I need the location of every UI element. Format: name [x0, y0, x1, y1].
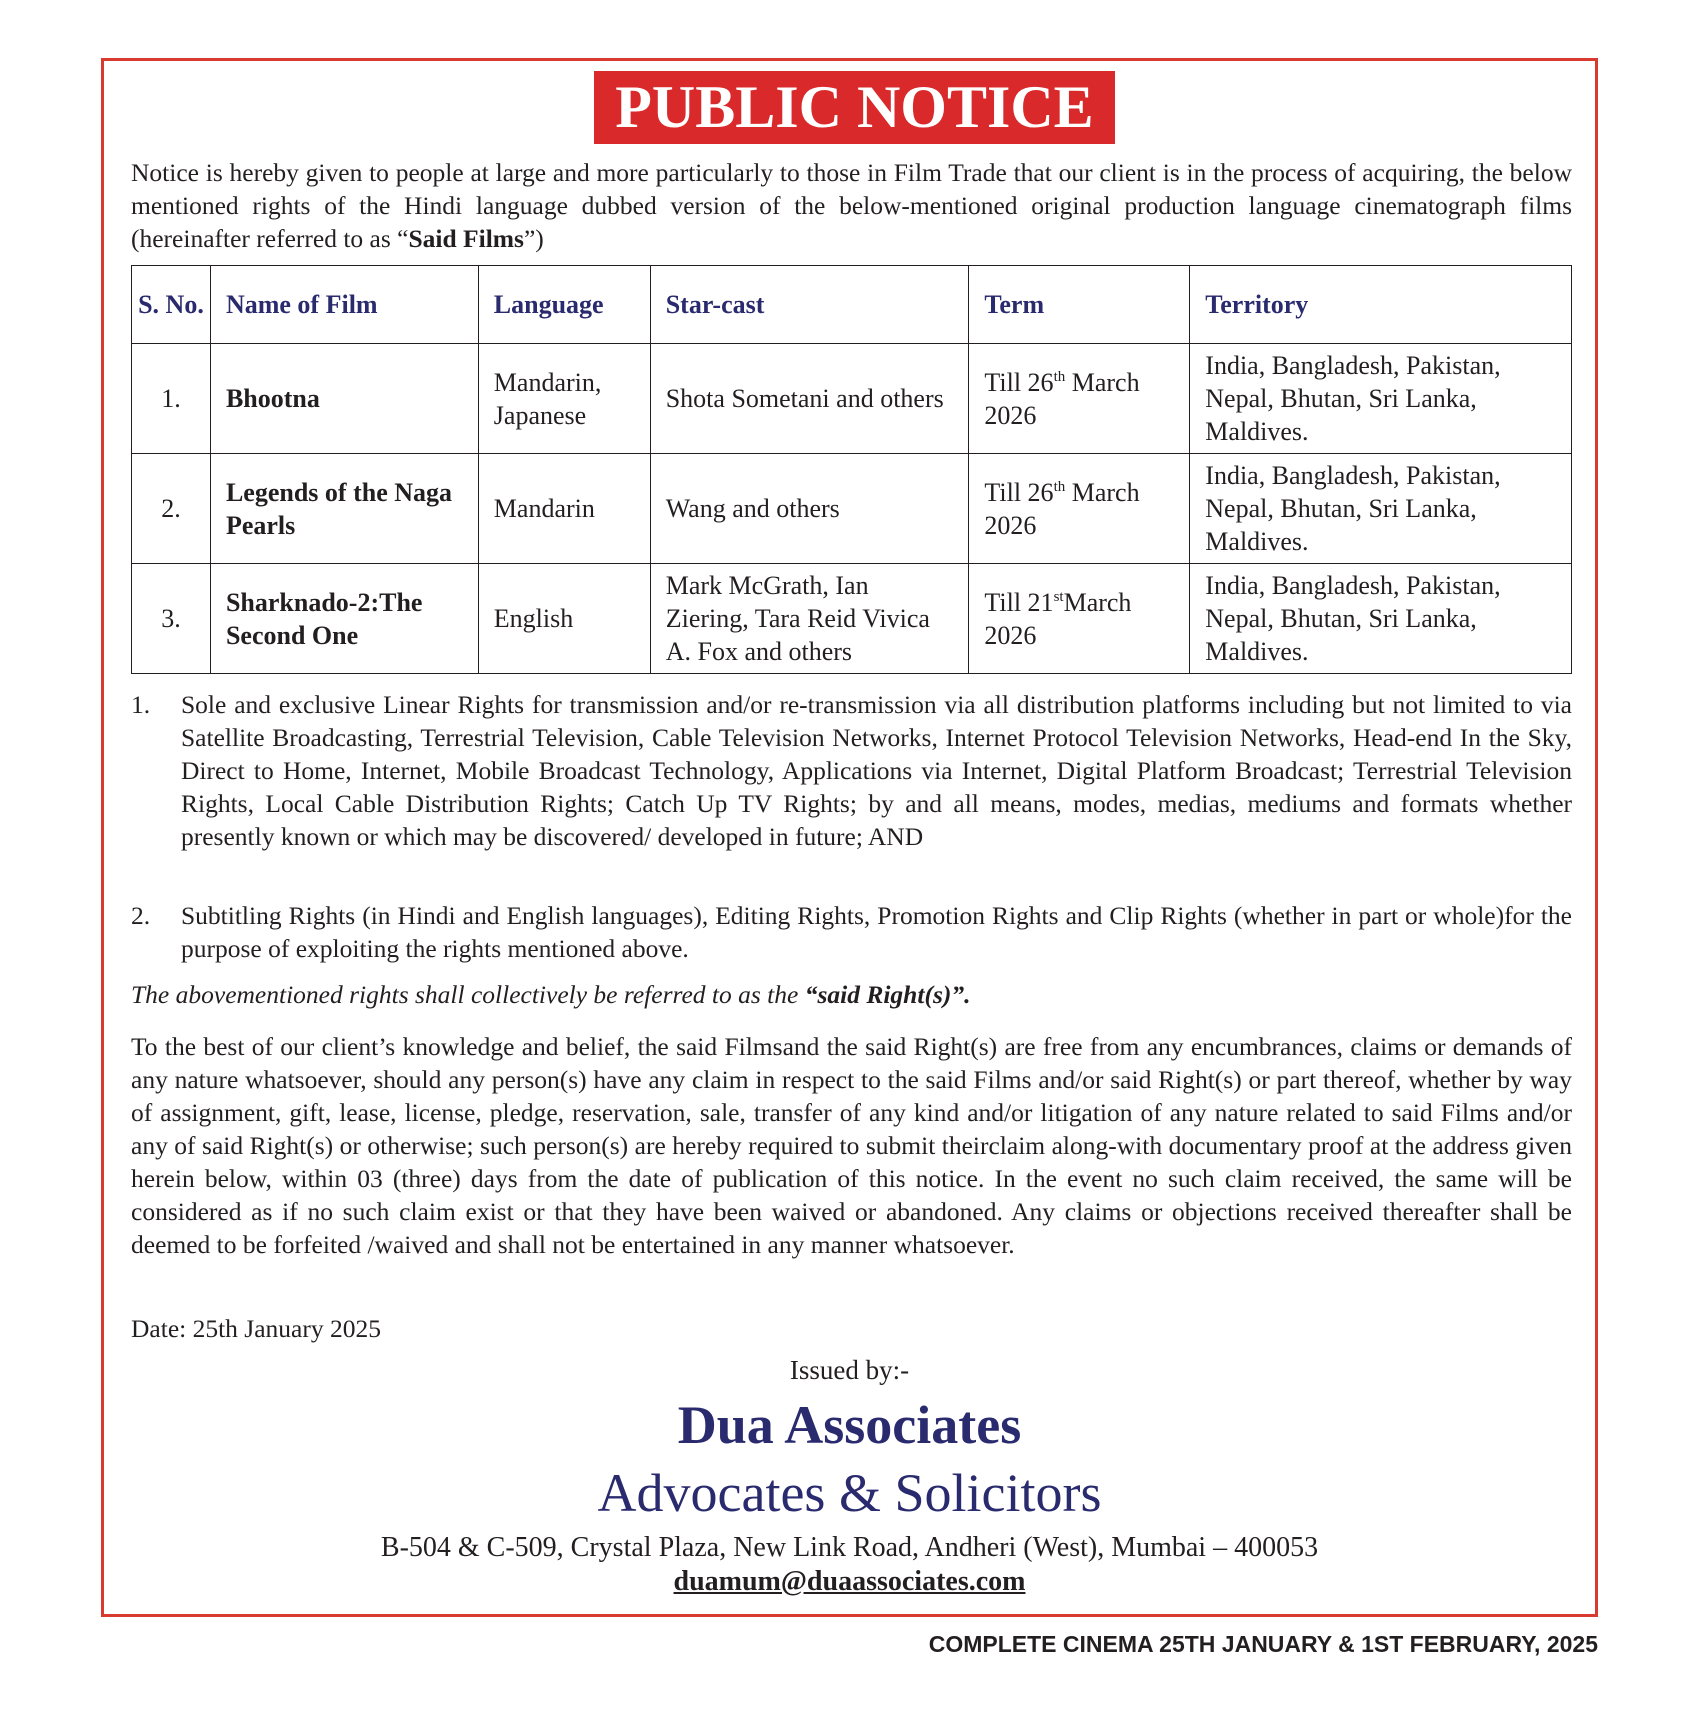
rights-item-number: 1. — [131, 690, 151, 719]
intro-text-end: ”) — [523, 224, 544, 253]
firm-role: Advocates & Solicitors — [597, 1463, 1102, 1523]
cell-sno: 3. — [132, 564, 211, 674]
table-row — [132, 454, 1572, 564]
term-suffix: th — [1053, 478, 1066, 495]
rights-item-1 — [131, 688, 1572, 853]
table-header-row — [132, 266, 1572, 344]
rights-item-2 — [131, 899, 1572, 965]
term-rest: March 2026 — [984, 587, 1132, 650]
cell-film: Bhootna — [210, 344, 478, 454]
cell-language: Mandarin — [478, 454, 650, 564]
intro-text: Notice is hereby given to people at large and more particularly to those in Film Trade that our client is in the process of acquiring, the below mentioned rights of the Hindi language dubbed version of the below-mentioned original production language cinematograph films (hereinafter referred to as “ — [131, 158, 1572, 253]
issued-by-label: Issued by:- — [789, 1355, 910, 1385]
term-suffix: st — [1053, 588, 1064, 605]
firm-address: B-504 & C-509, Crystal Plaza, New Link Road, Andheri (West), Mumbai – 400053 — [380, 1532, 1319, 1563]
rights-item-text: Sole and exclusive Linear Rights for transmission and/or re-transmission via all distribution platforms including but not limited to via Satellite Broadcasting, Terrestrial Television, Cable Television Networks, Internet Protocol Television Networks, Head-end In the Sky, Direct to Home, Internet, Mobile Broadcast Technology, Applications via Internet, Digital Platform Broadcast; Terrestrial Television Rights, Local Cable Distribution Rights; Catch Up TV Rights; by and all means, modes, medias, mediums and formats whether presently known or which may be discovered/ developed in future; AND — [181, 690, 1572, 851]
publication-footer: COMPLETE CINEMA 25TH JANUARY & 1ST FEBRUARY, 2025 — [928, 1631, 1598, 1657]
cell-term — [969, 564, 1190, 674]
cell-language: English — [478, 564, 650, 674]
notice-date: Date: 25th January 2025 — [131, 1314, 381, 1343]
term-rest: March 2026 — [984, 367, 1140, 430]
cell-starcast: Shota Sometani and others — [650, 344, 969, 454]
cell-term — [969, 454, 1190, 564]
firm-name: Dua Associates — [677, 1395, 1022, 1455]
collective-rights-line — [131, 980, 970, 1010]
films-table — [131, 265, 1572, 674]
intro-said-films: Said Films — [408, 224, 524, 253]
term-day: Till 21 — [984, 587, 1054, 617]
claims-paragraph: To the best of our client’s knowledge and belief, the said Filmsand the said Right(s) are free from any encumbrances, claims or demands of any nature whatsoever, should any person(s) have any claim in respect to the said Films and/or said Right(s) or part thereof, whether by way of assignment, gift, lease, license, pledge, reservation, sale, transfer of any kind and/or litigation of any nature related to said Films and/or any of said Right(s) or otherwise; such person(s) are hereby required to submit theirclaim along-with documentary proof at the address given herein below, within 03 (three) days from the date of publication of this notice. In the event no such claim received, the same will be considered as if no such claim exist or that they have been waived or abandoned. Any claims or objections received thereafter shall be deemed to be forfeited /waived and shall not be entertained in any manner whatsoever. — [131, 1032, 1572, 1259]
header-sno: S. No. — [132, 266, 211, 344]
rights-item-text: Subtitling Rights (in Hindi and English languages), Editing Rights, Promotion Rights and Clip Rights (whether in part or whole)for the purpose of exploiting the rights mentioned above. — [181, 901, 1572, 963]
cell-starcast: Wang and others — [650, 454, 969, 564]
term-day: Till 26 — [984, 477, 1054, 507]
cell-territory: India, Bangladesh, Pakistan, Nepal, Bhutan, Sri Lanka, Maldives. — [1190, 564, 1572, 674]
rights-item-number: 2. — [131, 901, 151, 930]
cell-starcast: Mark McGrath, Ian Ziering, Tara Reid Vivica A. Fox and others — [650, 564, 969, 674]
table-row — [132, 344, 1572, 454]
collective-said-rights: “said Right(s)”. — [804, 980, 971, 1009]
header-language: Language — [478, 266, 650, 344]
cell-film: Sharknado-2:The Second One — [210, 564, 478, 674]
header-territory: Territory — [1190, 266, 1572, 344]
term-day: Till 26 — [984, 367, 1054, 397]
cell-language: Mandarin, Japanese — [478, 344, 650, 454]
cell-territory: India, Bangladesh, Pakistan, Nepal, Bhutan, Sri Lanka, Maldives. — [1190, 454, 1572, 564]
notice-title: PUBLIC NOTICE — [594, 71, 1115, 144]
header-term: Term — [969, 266, 1190, 344]
cell-sno: 1. — [132, 344, 211, 454]
header-starcast: Star-cast — [650, 266, 969, 344]
cell-sno: 2. — [132, 454, 211, 564]
collective-text: The abovementioned rights shall collectively be referred to as the — [131, 980, 805, 1009]
firm-email-link[interactable]: duamum@duaassociates.com — [673, 1566, 1026, 1597]
term-rest: March 2026 — [984, 477, 1140, 540]
cell-film: Legends of the Naga Pearls — [210, 454, 478, 564]
header-film: Name of Film — [210, 266, 478, 344]
table-row — [132, 564, 1572, 674]
cell-term — [969, 344, 1190, 454]
cell-territory: India, Bangladesh, Pakistan, Nepal, Bhutan, Sri Lanka, Maldives. — [1190, 344, 1572, 454]
intro-paragraph — [131, 156, 1572, 255]
term-suffix: th — [1053, 368, 1066, 385]
